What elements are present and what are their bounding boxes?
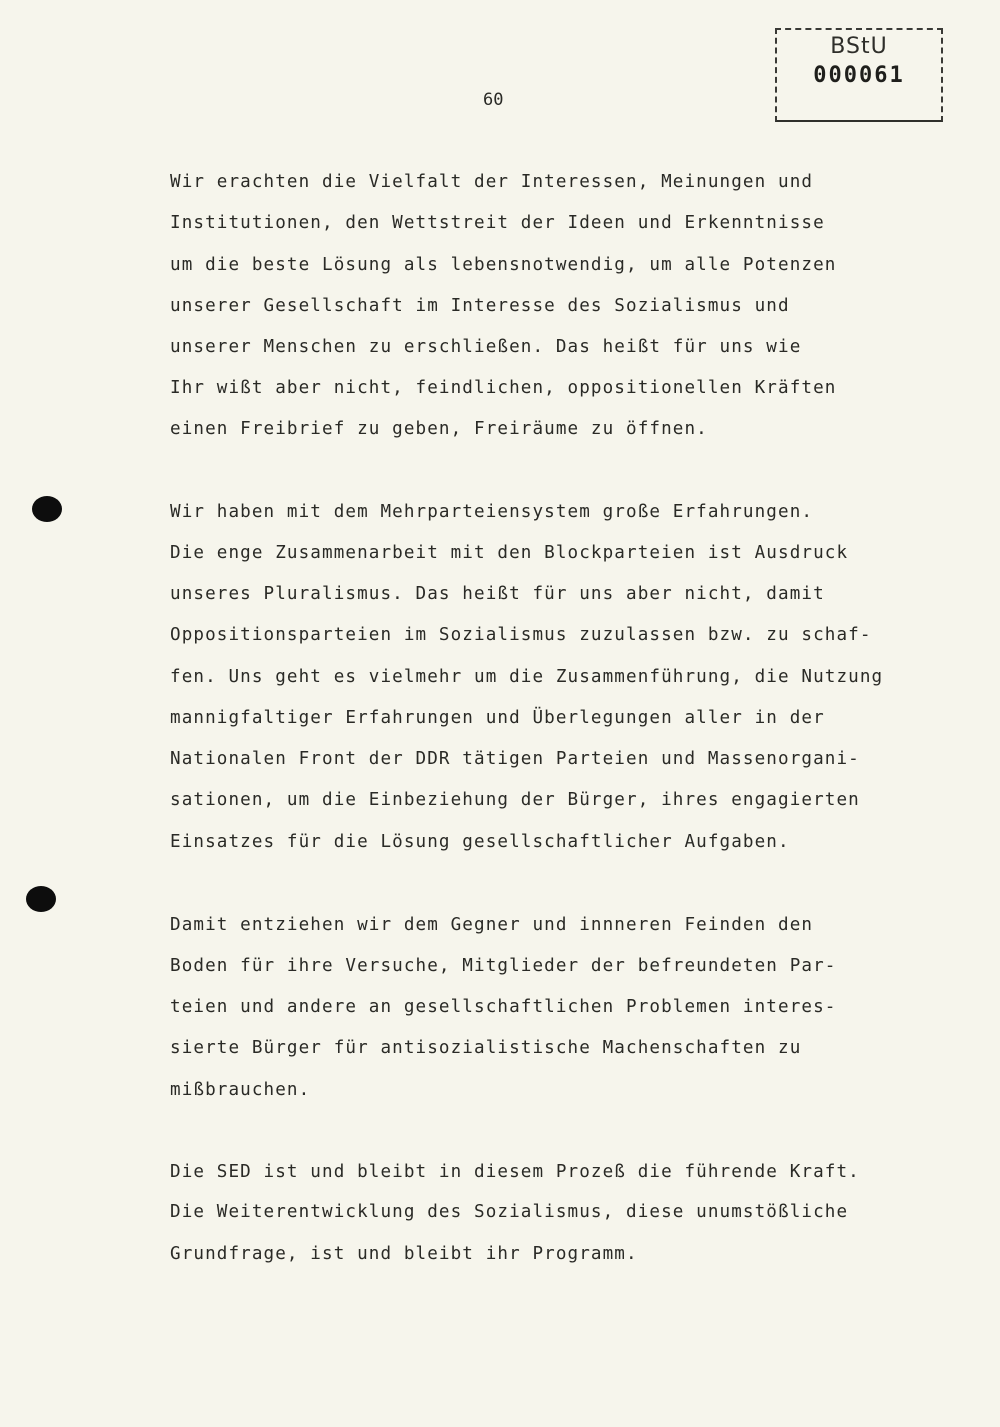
text-line: teien und andere an gesellschaftlichen Problemen interes-: [170, 997, 837, 1017]
page-number: 60: [483, 90, 504, 110]
text-line: sationen, um die Einbeziehung der Bürger, ihres engagierten: [170, 790, 860, 810]
text-line: unseres Pluralismus. Das heißt für uns aber nicht, damit: [170, 584, 825, 604]
text-line: fen. Uns geht es vielmehr um die Zusammenführung, die Nutzung: [170, 667, 884, 687]
text-line: Oppositionsparteien im Sozialismus zuzulassen bzw. zu schaf-: [170, 625, 872, 645]
text-line: Nationalen Front der DDR tätigen Parteien und Massenorgani-: [170, 749, 860, 769]
text-line: Wir erachten die Vielfalt der Interessen, Meinungen und: [170, 172, 814, 192]
text-line: Die enge Zusammenarbeit mit den Blockparteien ist Ausdruck: [170, 543, 849, 563]
text-line: Die SED ist und bleibt in diesem Prozeß die führende Kraft.: [170, 1162, 860, 1182]
text-line: unserer Menschen zu erschließen. Das heißt für uns wie: [170, 337, 802, 357]
archive-stamp: [775, 28, 943, 122]
text-line: unserer Gesellschaft im Interesse des Sozialismus und: [170, 296, 790, 316]
text-line: Einsatzes für die Lösung gesellschaftlicher Aufgaben.: [170, 832, 790, 852]
text-line: mißbrauchen.: [170, 1080, 311, 1100]
stamp-number: 000061: [813, 63, 905, 88]
punch-hole: [32, 496, 62, 522]
text-line: Die Weiterentwicklung des Sozialismus, diese unumstößliche: [170, 1202, 849, 1222]
text-line: sierte Bürger für antisozialistische Machenschaften zu: [170, 1038, 802, 1058]
text-line: mannigfaltiger Erfahrungen und Überlegungen aller in der: [170, 708, 825, 728]
text-line: Grundfrage, ist und bleibt ihr Programm.: [170, 1244, 638, 1264]
text-line: Boden für ihre Versuche, Mitglieder der befreundeten Par-: [170, 956, 837, 976]
text-line: Ihr wißt aber nicht, feindlichen, oppositionellen Kräften: [170, 378, 837, 398]
text-line: Institutionen, den Wettstreit der Ideen und Erkenntnisse: [170, 213, 825, 233]
punch-hole: [26, 886, 56, 912]
stamp-label: BStU: [830, 34, 888, 59]
text-line: Wir haben mit dem Mehrparteiensystem große Erfahrungen.: [170, 502, 814, 522]
text-line: Damit entziehen wir dem Gegner und innneren Feinden den: [170, 915, 814, 935]
text-line: um die beste Lösung als lebensnotwendig, um alle Potenzen: [170, 255, 837, 275]
text-line: einen Freibrief zu geben, Freiräume zu öffnen.: [170, 419, 708, 439]
